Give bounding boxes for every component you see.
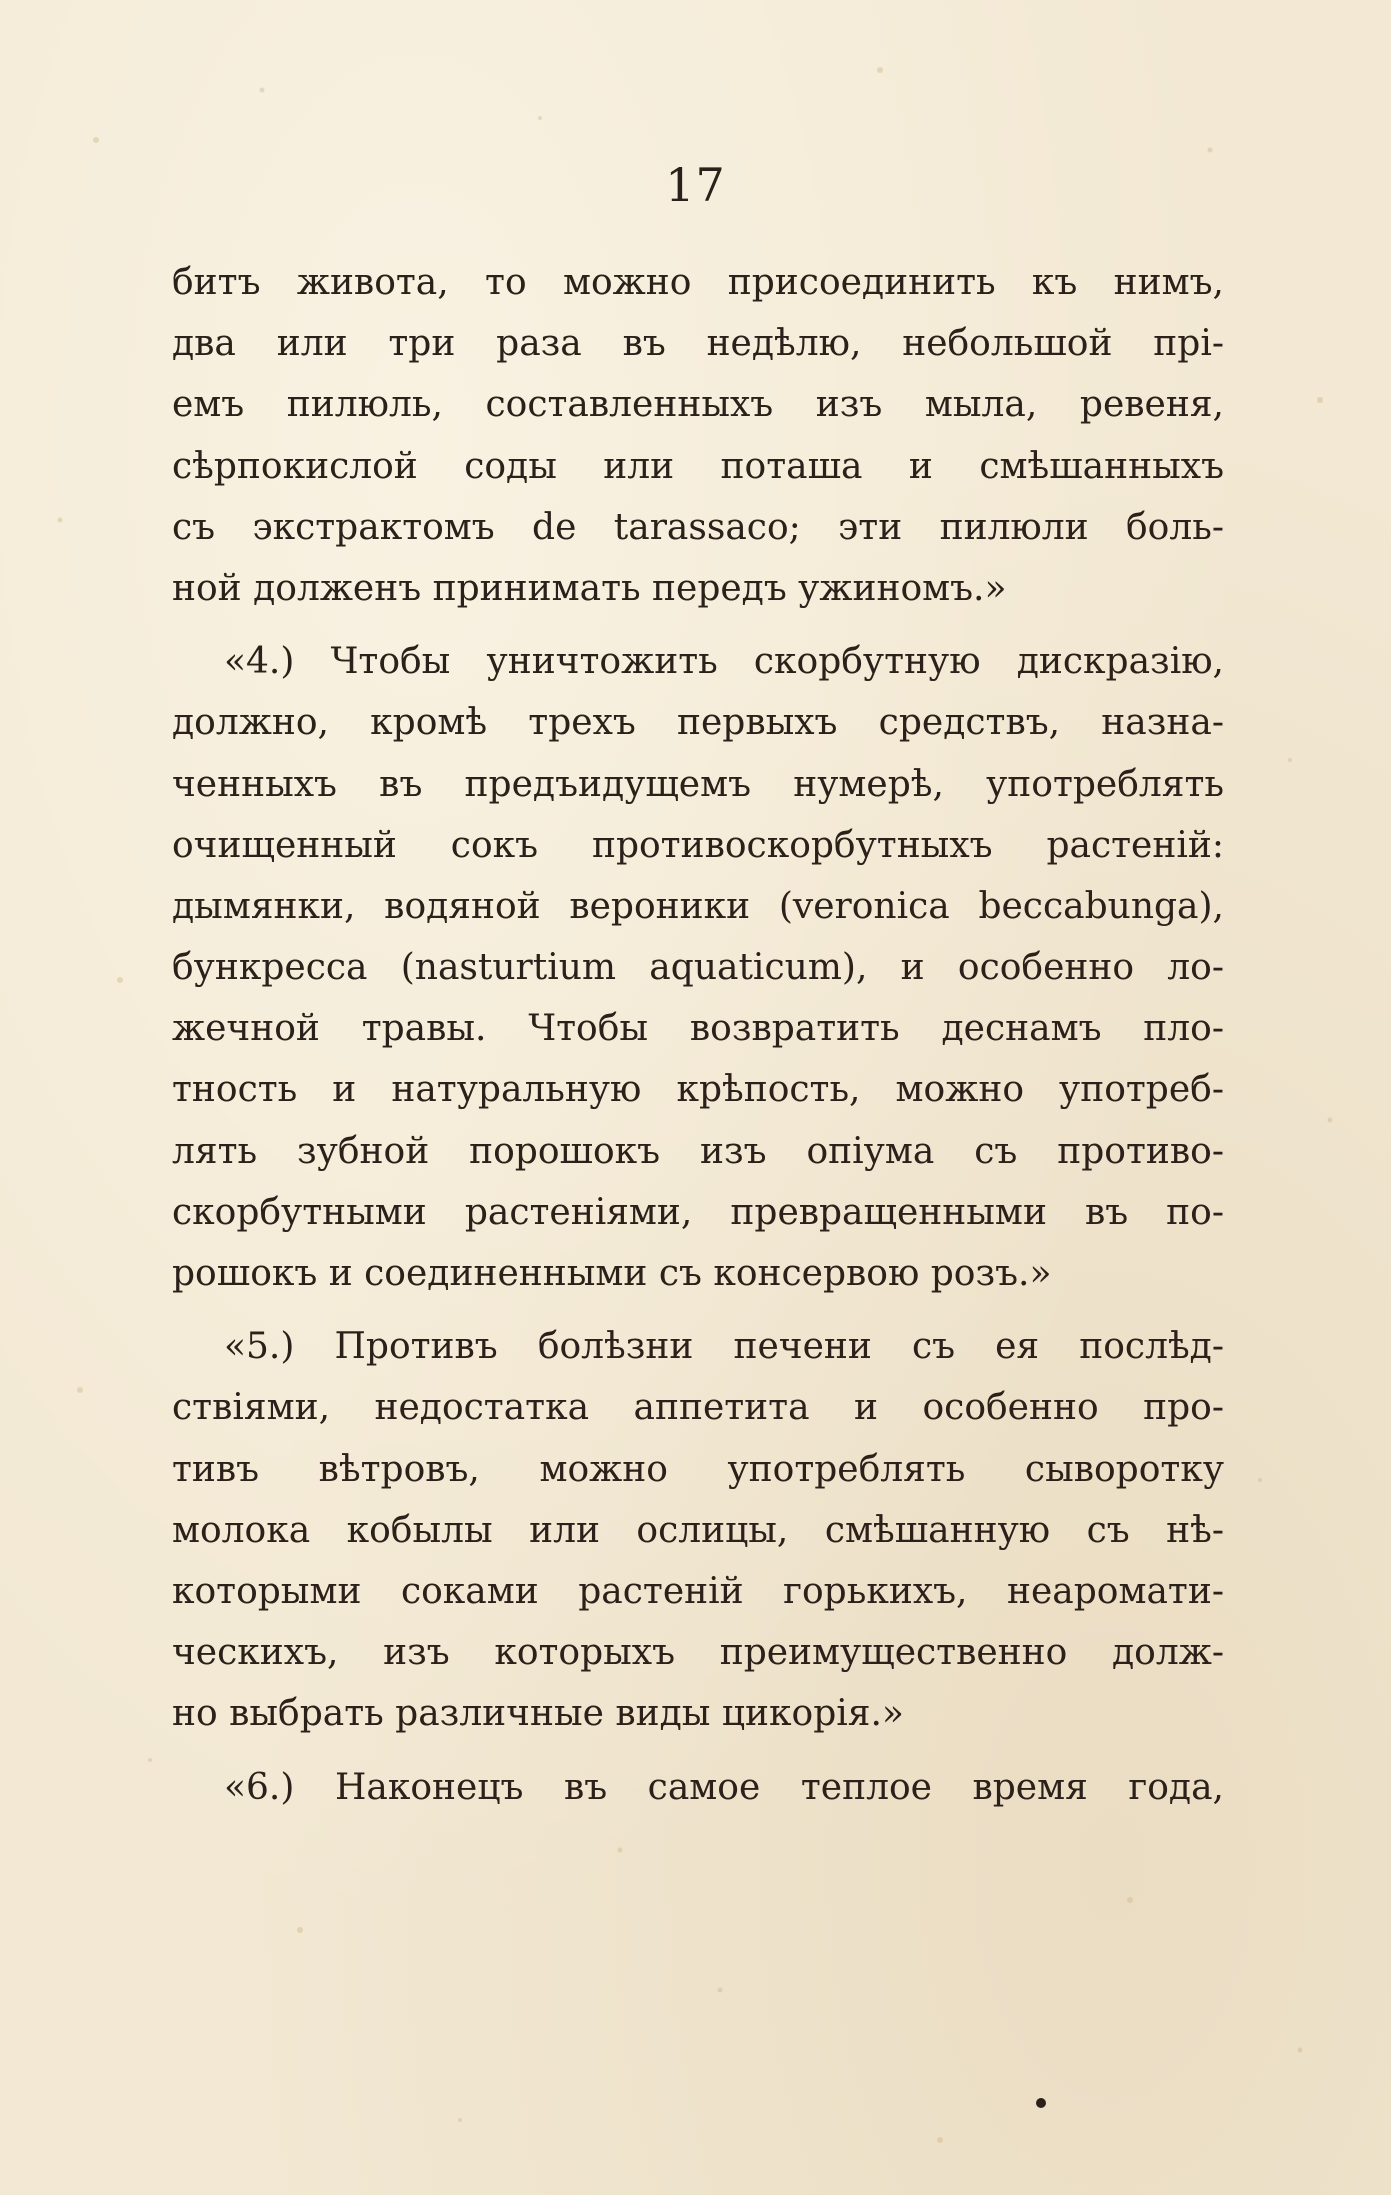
text-line: дымянки, водяной вероники (veronica beccabunga), — [172, 885, 1224, 927]
text-line: рошокъ и соединенными съ консервою розъ.» — [172, 1253, 1052, 1294]
text-line: очищенный сокъ противоскорбутныхъ растеній: — [172, 824, 1224, 866]
body-text — [172, 252, 1224, 1818]
text-line: но выбрать различные виды цикорія.» — [172, 1693, 904, 1735]
text-line: скорбутными растеніями, превращенными въ по- — [172, 1191, 1224, 1233]
page-number: 17 — [665, 158, 726, 212]
text-line: молока кобылы или ослицы, смѣшанную съ нѣ- — [172, 1509, 1224, 1551]
text-line: «4.) Чтобы уничтожить скорбутную дискразію, — [224, 641, 1224, 683]
text-line: тивъ вѣтровъ, можно употреблять сыворотку — [172, 1448, 1224, 1490]
text-line: битъ живота, то можно присоединить къ нимъ, — [172, 262, 1224, 303]
text-line: которыми соками растеній горькихъ, неаромати- — [172, 1570, 1224, 1612]
text-line: ствіями, недостатка аппетита и особенно про- — [172, 1387, 1224, 1429]
text-line: лять зубной порошокъ изъ опіума съ противо- — [172, 1130, 1224, 1172]
text-line: ческихъ, изъ которыхъ преимущественно долж- — [172, 1632, 1224, 1674]
paragraph — [172, 631, 1224, 1304]
paragraph — [172, 252, 1224, 619]
text-line: жечной травы. Чтобы возвратить деснамъ пло- — [172, 1008, 1224, 1050]
text-line: «5.) Противъ болѣзни печени съ ея послѣд- — [224, 1326, 1224, 1368]
text-line: ной долженъ принимать передъ ужиномъ.» — [172, 567, 1007, 609]
text-line: должно, кромѣ трехъ первыхъ средствъ, назна- — [172, 702, 1224, 744]
ink-mark-ornament — [1032, 2094, 1050, 2112]
text-line: емъ пилюль, составленныхъ изъ мыла, ревеня, — [172, 384, 1224, 426]
text-line: два или три раза въ недѣлю, небольшой прі- — [172, 323, 1224, 365]
text-line: съ экстрактомъ de tarassaco; эти пилюли боль- — [172, 506, 1224, 548]
text-line: сѣрпокислой соды или поташа и смѣшанныхъ — [172, 445, 1224, 487]
text-line: бункресса (nasturtium aquaticum), и особенно ло- — [172, 947, 1224, 989]
paragraph — [172, 1757, 1224, 1818]
text-line: тность и натуральную крѣпость, можно употреб- — [172, 1069, 1224, 1111]
text-line: ченныхъ въ предъидущемъ нумерѣ, употреблять — [172, 763, 1224, 805]
paragraph — [172, 1316, 1224, 1744]
text-line: «6.) Наконецъ въ самое теплое время года, — [224, 1766, 1224, 1808]
